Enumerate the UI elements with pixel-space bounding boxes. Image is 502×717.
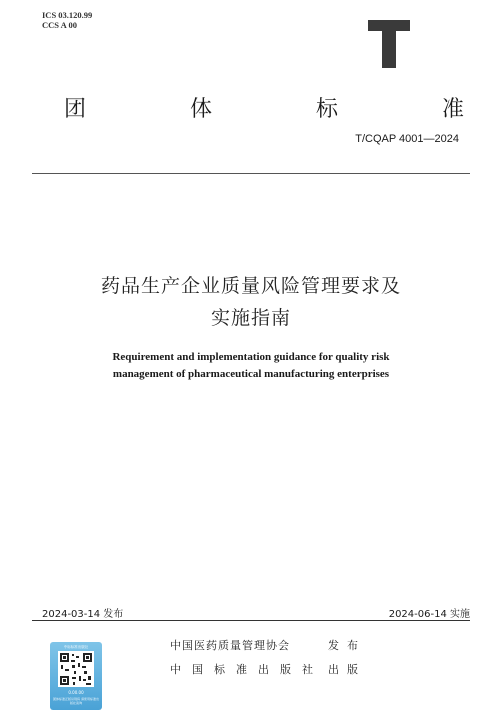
publisher-action: 出版 (328, 663, 366, 676)
issue-date: 2024-03-14 发布 (42, 609, 124, 620)
standard-number: T/CQAP 4001—2024 (355, 133, 459, 145)
footer-divider (32, 620, 470, 621)
publisher-action: 发布 (328, 639, 366, 652)
implement-date: 2024-06-14 实施 (388, 609, 470, 620)
publisher-block (170, 634, 366, 682)
publisher-org: 中国医药质量管理协会 (170, 639, 290, 652)
anti-counterfeit-sticker (50, 642, 102, 710)
publisher-row (170, 634, 366, 658)
chinese-title (0, 270, 502, 334)
ccs-code: CCS A 00 (42, 20, 77, 30)
category-char-3: 标 (315, 97, 338, 122)
category-char-4: 准 (441, 97, 464, 122)
english-title-line-1: Requirement and implementation guidance for quality risk (112, 351, 390, 363)
category-char-1: 团 (64, 97, 87, 122)
publisher-row (170, 658, 366, 682)
standard-category (64, 92, 464, 123)
category-char-2: 体 (189, 97, 212, 122)
qr-code-icon (58, 651, 94, 687)
sticker-code: 0.00.00 (68, 690, 84, 695)
ics-code: ICS 03.120.99 (42, 10, 93, 20)
header-divider (32, 173, 470, 174)
sticker-note: 团体标准正版识别码 请使用标准出版社查询 (53, 697, 99, 705)
standard-type-logo (366, 18, 412, 70)
publisher-org: 中国标准出版社 (170, 663, 324, 676)
english-title-line-2: management of pharmaceutical manufacturing enterprises (112, 368, 390, 380)
chinese-title-line-1: 药品生产企业质量风险管理要求及 (100, 275, 401, 297)
classification-codes (42, 10, 92, 30)
sticker-title: 中标标准出版社 (63, 645, 89, 649)
english-title (0, 349, 502, 383)
chinese-title-line-2: 实施指南 (210, 307, 291, 329)
